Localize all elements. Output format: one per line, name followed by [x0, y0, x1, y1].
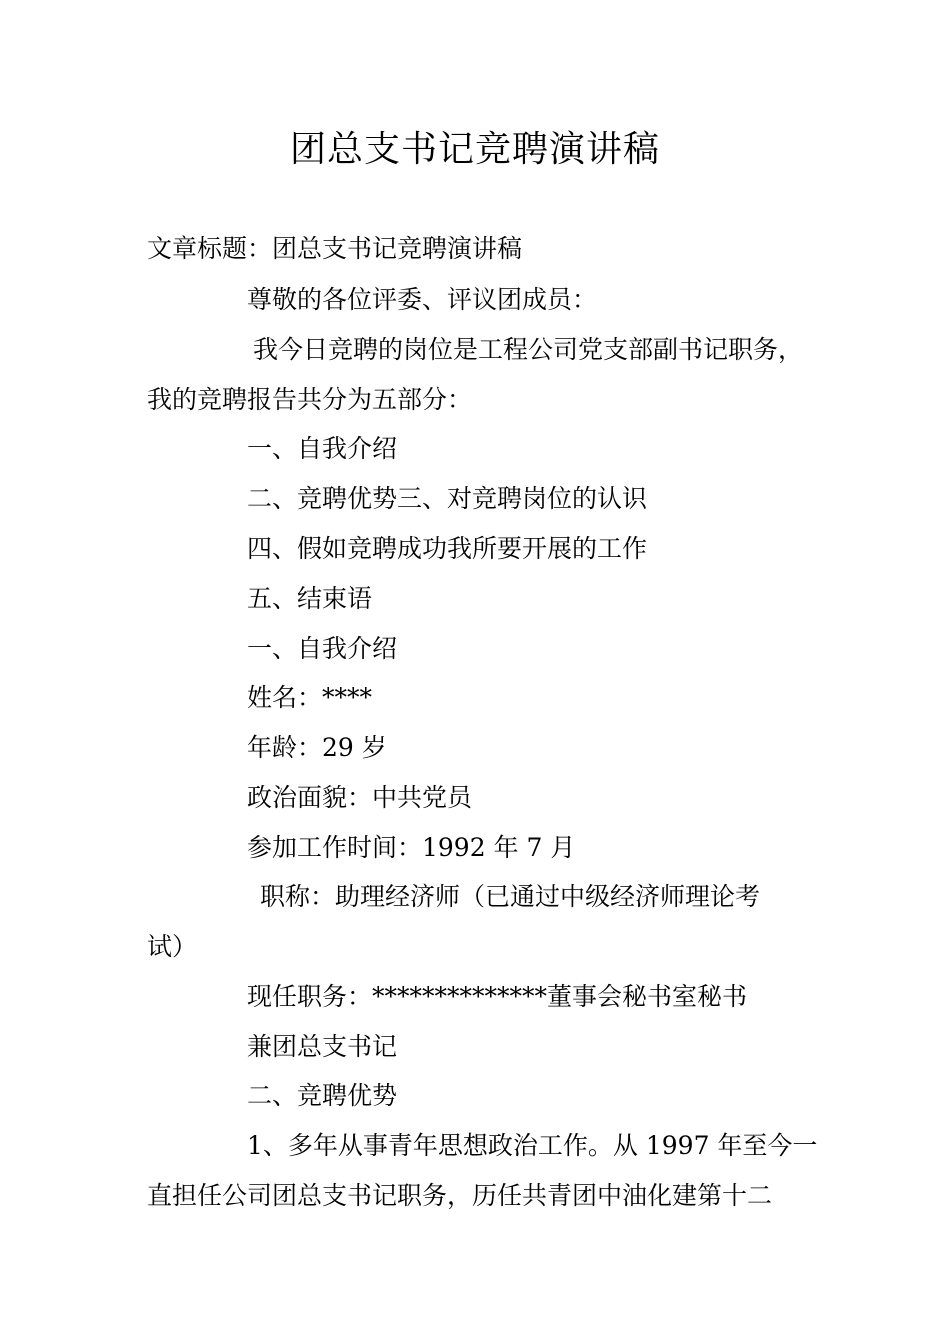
- info-line: 参加工作时间：1992 年 7 月: [247, 833, 576, 862]
- section-heading: 二、竞聘优势: [247, 1081, 398, 1110]
- info-line: 年龄：29 岁: [247, 733, 387, 762]
- outline-item: 四、假如竞聘成功我所要开展的工作: [247, 534, 648, 563]
- info-line: 试）: [147, 932, 198, 961]
- paragraph-line: 我今日竞聘的岗位是工程公司党支部副书记职务，: [253, 335, 804, 364]
- section-heading: 一、自我介绍: [247, 634, 398, 663]
- article-title-line: 文章标题：团总支书记竞聘演讲稿: [147, 234, 523, 263]
- info-line: 政治面貌：中共党员: [247, 783, 473, 812]
- info-line: 兼团总支书记: [247, 1032, 398, 1061]
- outline-item: 一、自我介绍: [247, 434, 398, 463]
- outline-item: 五、结束语: [247, 584, 373, 613]
- salutation-line: 尊敬的各位评委、评议团成员：: [247, 285, 598, 314]
- paragraph-line: 我的竞聘报告共分为五部分：: [147, 385, 473, 414]
- info-line: 职称：助理经济师（已通过中级经济师理论考: [260, 882, 761, 911]
- info-line: 姓名：****: [247, 683, 373, 712]
- info-line: 现任职务：**************董事会秘书室秘书: [247, 982, 748, 1011]
- paragraph-line: 1、多年从事青年思想政治工作。从 1997 年至今一: [247, 1131, 818, 1160]
- outline-item: 二、竞聘优势三、对竞聘岗位的认识: [247, 484, 648, 513]
- paragraph-line: 直担任公司团总支书记职务，历任共青团中油化建第十二: [147, 1181, 773, 1210]
- document-title: 团总支书记竞聘演讲稿: [289, 129, 660, 170]
